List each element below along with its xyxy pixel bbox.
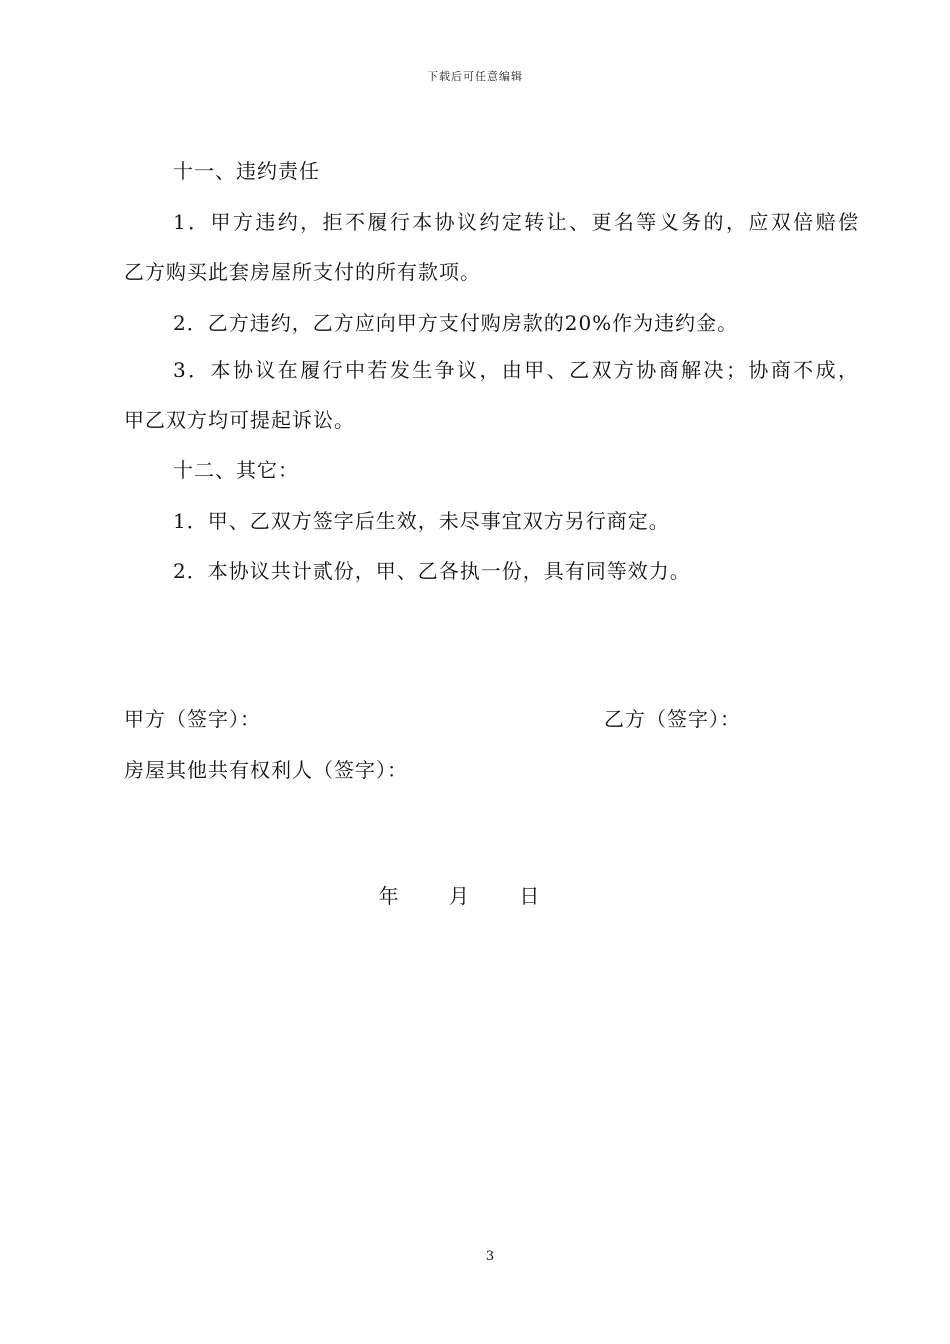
- page-number: 3: [485, 1249, 495, 1264]
- paragraph-line: 3．本协议在履行中若发生争议，由甲、乙双方协商解决；协商不成，: [173, 358, 859, 382]
- paragraph-line: 乙方购买此套房屋所支付的所有款项。: [124, 260, 481, 284]
- section-heading-other: 十二、其它：: [173, 458, 299, 482]
- date-year: 年: [378, 884, 399, 908]
- paragraph-line: 1．甲方违约，拒不履行本协议约定转让、更名等义务的，应双倍赔偿: [173, 210, 859, 234]
- date-line: [0, 880, 918, 909]
- page-header: 下载后可任意编辑: [427, 70, 523, 83]
- party-b-signature-label: 乙方（签字）：: [604, 707, 741, 731]
- section-heading-breach: 十一、违约责任: [173, 159, 320, 183]
- party-a-signature-label: 甲方（签字）：: [124, 707, 261, 731]
- date-month: 月: [449, 884, 469, 908]
- co-owner-signature-label: 房屋其他共有权利人（签字）：: [124, 758, 408, 782]
- paragraph-line: 2．乙方违约，乙方应向甲方支付购房款的20%作为违约金。: [173, 311, 739, 335]
- date-day: 日: [519, 884, 540, 908]
- paragraph-line: 1．甲、乙双方签字后生效，未尽事宜双方另行商定。: [173, 509, 670, 533]
- paragraph-line: 甲乙双方均可提起诉讼。: [124, 408, 355, 432]
- paragraph-line: 2．本协议共计贰份，甲、乙各执一份，具有同等效力。: [173, 559, 691, 583]
